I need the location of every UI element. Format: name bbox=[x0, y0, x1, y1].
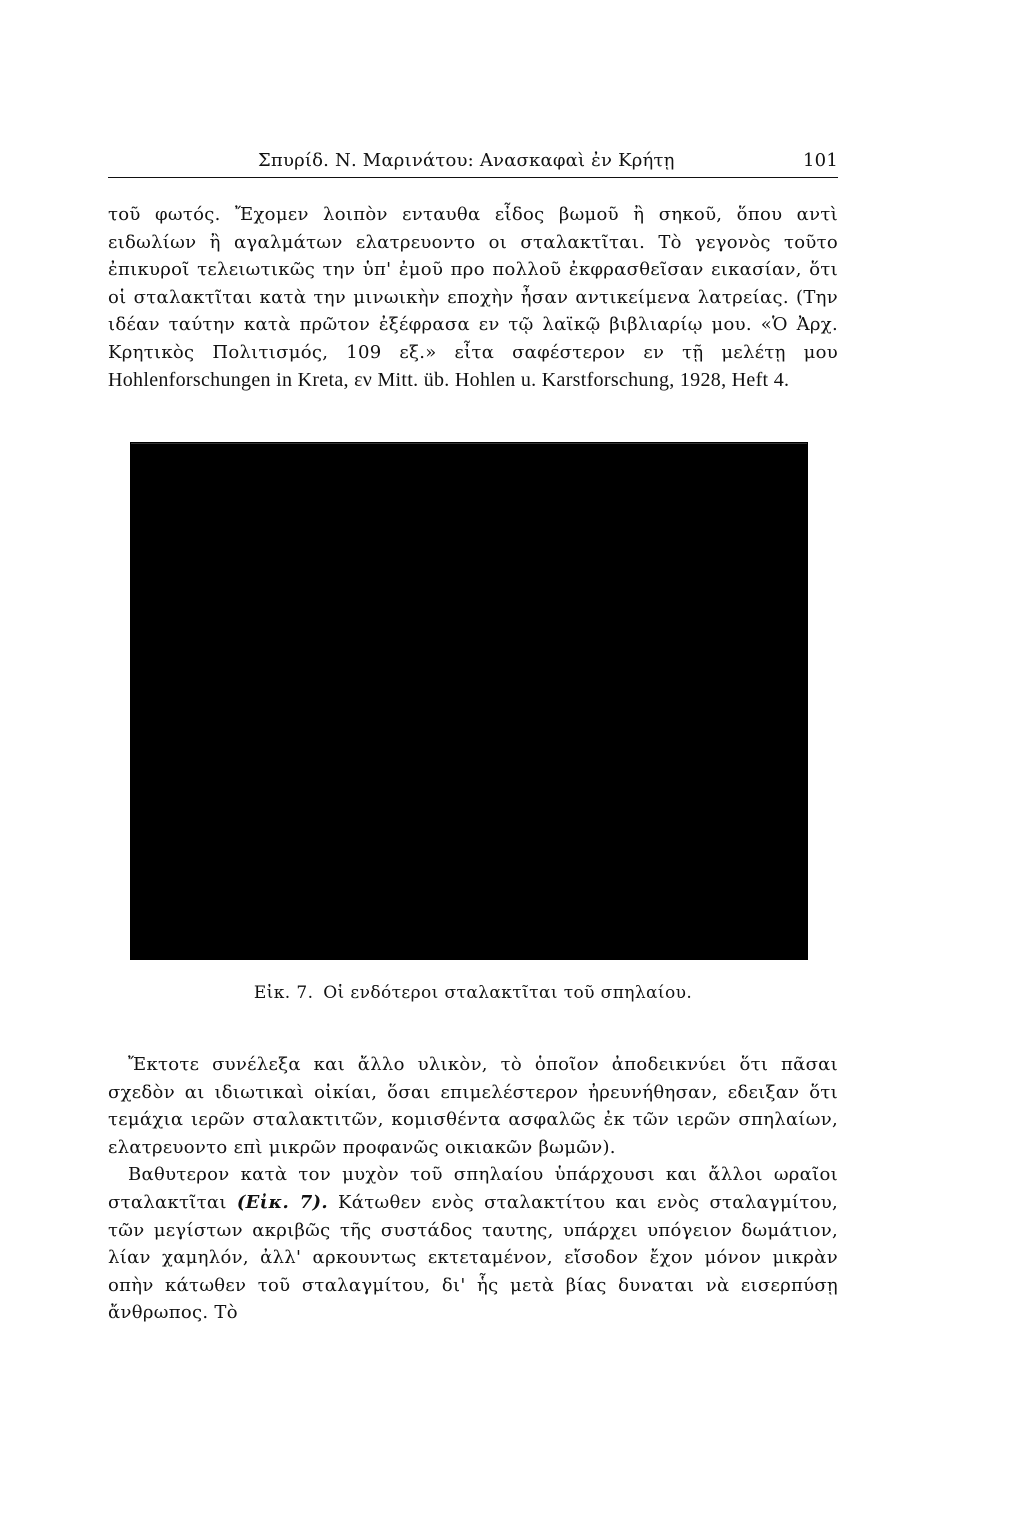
paragraph-bottom-2-before: Βαθυτερον κατὰ τον μυχὸν τοῦ σπηλαίου ὑπάρχουσι και ἄλλοι ωραῖοι σταλακτῖται bbox=[108, 1164, 838, 1213]
document-page bbox=[108, 0, 838, 1514]
figure-label: Εἰκ. 7. bbox=[253, 983, 314, 1003]
page-number: 101 bbox=[803, 150, 838, 171]
running-header-title: Σπυρίδ. Ν. Μαρινάτου: Ανασκαφαὶ ἐν Κρήτῃ bbox=[258, 150, 675, 171]
top-text-block bbox=[108, 201, 838, 394]
paragraph-top bbox=[108, 201, 838, 394]
figure-7-photograph bbox=[130, 442, 808, 960]
paragraph-top-text: τοῦ φωτός. Ἔχομεν λοιπὸν ενταυθα εἶδος βωμοῦ ἢ σηκοῦ, ὅπου αντὶ ειδωλίων ἢ αγαλμάτων ελατρευοντο οι σταλακτῖται. Τὸ γεγονὸς τοῦτο ἐπικυροῖ τελειωτικῶς την ὑπ' ἐμοῦ προ πολλοῦ ἐκφρασθεῖσαν εικασίαν, ὅτι οἱ σταλακτῖται κατὰ την μινωικὴν εποχὴν ἦσαν αντικείμενα λατρείας. (Την ιδέαν ταύτην κατὰ πρῶτον ἐξέφρασα εν τῷ λαϊκῷ βιβλιαρίῳ μου. «Ὁ Ἀρχ. Κρητικὸς Πολιτισμός, 109 εξ.» εἶτα σαφέστερον εν τῇ μελέτῃ μου bbox=[108, 204, 838, 363]
figure-caption-text: Οἱ ενδότεροι σταλακτῖται τοῦ σπηλαίου. bbox=[323, 983, 693, 1003]
paragraph-bottom-1: Ἔκτοτε συνέλεξα και ἄλλο υλικὸν, τὸ ὁποῖον ἀποδεικνύει ὅτι πᾶσαι σχεδὸν αι ιδιωτικαὶ οἰκίαι, ὅσαι επιμελέστερον ἠρευνήθησαν, εδειξαν ὅτι τεμάχια ιερῶν σταλακτιτῶν, κομισθέντα ασφαλῶς ἐκ τῶν ιερῶν σπηλαίων, ελατρευοντο επὶ μικρῶν προφανῶς οικιακῶν βωμῶν). bbox=[108, 1054, 838, 1158]
running-header bbox=[108, 147, 838, 177]
plate-frame bbox=[131, 443, 807, 444]
figure-reference: (Εἰκ. 7). bbox=[236, 1191, 328, 1213]
bibliographic-reference: Hohlenforschungen in Kreta, εν Mitt. üb. Hohlen u. Karstforschung, 1928, Heft 4. bbox=[108, 368, 790, 391]
header-rule bbox=[108, 177, 838, 178]
bottom-text-block bbox=[108, 1051, 838, 1327]
paragraph-bottom-2 bbox=[108, 1161, 838, 1327]
figure-caption bbox=[108, 983, 838, 1003]
paragraph-bottom-2-after: Κάτωθεν ενὸς σταλακτίτου και ενὸς σταλαγμίτου, τῶν μεγίστων ακριβῶς τῆς συστάδος ταυτης, υπάρχει υπόγειον δωμάτιον, λίαν χαμηλόν, ἀλλ' αρκουντως εκτεταμένον, εἴσοδον ἔχον μόνον μικρὰν οπὴν κάτωθεν τοῦ σταλαγμίτου, δι' ἧς μετὰ βίας δυναται νὰ εισερπύσῃ ἄνθρωπος. Τὸ bbox=[108, 1191, 838, 1324]
